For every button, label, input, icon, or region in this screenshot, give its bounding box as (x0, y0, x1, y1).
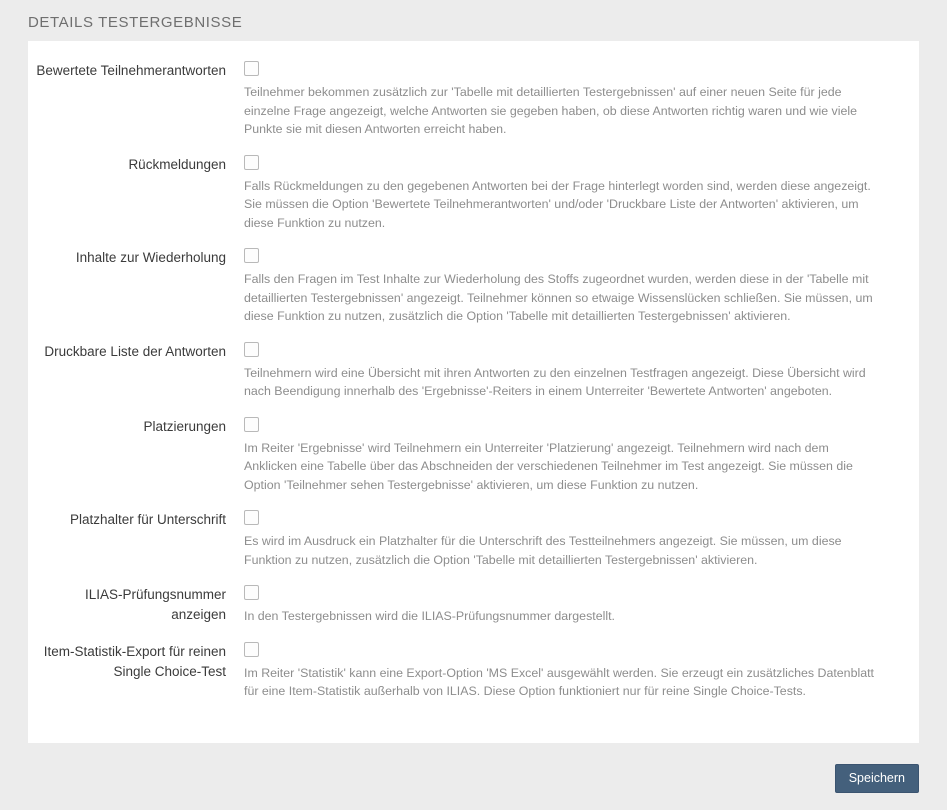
form-row (28, 640, 919, 701)
checkbox[interactable] (244, 642, 259, 657)
form-rows (28, 59, 919, 701)
form-row (28, 340, 919, 401)
form-row-field (244, 59, 899, 139)
form-row-field (244, 340, 899, 401)
form-row-description: Falls den Fragen im Test Inhalte zur Wiederholung des Stoffs zugeordnet wurden, werden diese in der 'Tabelle mit detaillierten Testergebnissen' angezeigt. Teilnehmer können so etwaige Wissenslücken schließen. Sie müssen, um diese Funktion zu nutzen, zusätzlich die Option 'Tabelle mit detaillierten Testergebnissen' aktivieren. (244, 272, 873, 323)
form-row-field (244, 508, 899, 569)
form-row-label: ILIAS-Prüfungsnummer anzeigen (84, 587, 226, 622)
form-row-label: Item-Statistik-Export für reinen Single Choice-Test (43, 643, 226, 679)
form-row-description: Es wird im Ausdruck ein Platzhalter für die Unterschrift des Testteilnehmers angezeigt. Sie müssen, um diese Funktion zu nutzen, zusätzlich die Option 'Tabelle mit detaillierten Testergebnissen' aktivieren. (244, 534, 842, 567)
form-row-label: Inhalte zur Wiederholung (75, 250, 226, 265)
footer-bar (0, 768, 947, 810)
form-row (28, 246, 919, 326)
form-row-description: Teilnehmern wird eine Übersicht mit ihren Antworten zu den einzelnen Testfragen angezeigt. Diese Übersicht wird nach Beendigung innerhalb des 'Ergebnisse'-Reiters in einem Unterreiter 'Bewertete Antworten' angeboten. (244, 365, 866, 398)
form-row-field (244, 153, 899, 233)
form-row-description: Teilnehmer bekommen zusätzlich zur 'Tabelle mit detaillierten Testergebnissen' auf einer neuen Seite für jede einzelne Frage angezeigt, welche Antworten sie gegeben haben, ob diese Antworten richtig waren und wie viele Punkte sie mit diesen Antworten erreicht haben. (244, 85, 858, 136)
save-button[interactable]: Speichern (835, 764, 919, 793)
checkbox[interactable] (244, 510, 259, 525)
checkbox[interactable] (244, 585, 259, 600)
checkbox[interactable] (244, 417, 259, 432)
form-row-field (244, 246, 899, 326)
form-row-description: Im Reiter 'Ergebnisse' wird Teilnehmern ein Unterreiter 'Platzierung' angezeigt. Teilnehmern wird nach dem Anklicken eine Tabelle über das Abschneiden der verschiedenen Teilnehmer im Test angezeigt. Sie müssen die Option 'Teilnehmer sehen Testergebnisse' aktivieren, um diese Funktion zu nutzen. (244, 440, 853, 492)
form-row-field (244, 583, 899, 626)
form-actions (835, 764, 919, 793)
form-row-label: Bewertete Teilnehmerantworten (36, 63, 226, 78)
checkbox[interactable] (244, 342, 259, 357)
form-row-description: In den Testergebnissen wird die ILIAS-Prüfungsnummer dargestellt. (244, 609, 615, 623)
details-testergebnisse-panel (28, 41, 919, 743)
page-title: DETAILS TESTERGEBNISSE (28, 14, 243, 31)
form-row (28, 59, 919, 139)
form-row-label: Druckbare Liste der Antworten (44, 343, 226, 359)
form-row-description: Falls Rückmeldungen zu den gegebenen Antworten bei der Frage hinterlegt worden sind, werden diese angezeigt. Sie müssen die Option 'Bewertete Teilnehmerantworten' und/oder 'Druckbare Liste der Antworten' aktivieren, um diese Funktion zu nutzen. (244, 178, 871, 230)
form-row-field (244, 640, 899, 701)
checkbox[interactable] (244, 155, 259, 170)
form-row (28, 415, 919, 495)
checkbox[interactable] (244, 61, 259, 76)
form-row-description: Im Reiter 'Statistik' kann eine Export-Option 'MS Excel' ausgewählt werden. Sie erzeugt ein zusätzliches Datenblatt für eine Item-Statistik außerhalb von ILIAS. Diese Option funktioniert nur für reine Single Choice-Tests. (244, 665, 874, 698)
checkbox[interactable] (244, 248, 259, 263)
form-row-label: Rückmeldungen (128, 156, 226, 172)
form-row-label: Platzhalter für Unterschrift (69, 512, 226, 527)
form-row (28, 508, 919, 569)
form-row-label: Platzierungen (143, 418, 226, 434)
form-row (28, 583, 919, 626)
form-row (28, 153, 919, 233)
form-row-field (244, 415, 899, 495)
